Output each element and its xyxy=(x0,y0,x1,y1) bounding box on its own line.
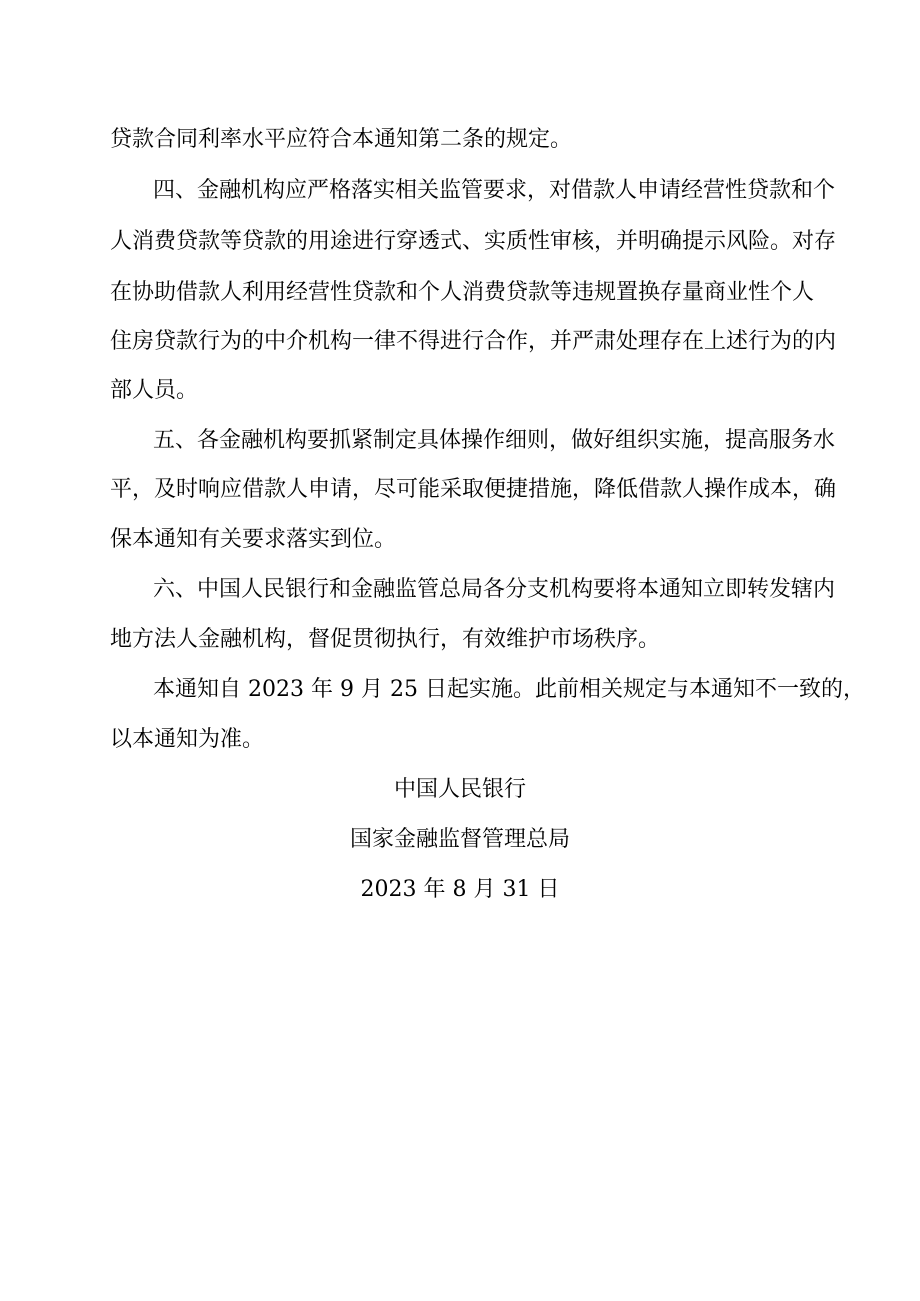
issuer-line-1: 中国人民银行 xyxy=(393,777,526,802)
paragraph-4-line-2: 人消费贷款等贷款的用途进行穿透式、实质性审核，并明确提示风险。对存 xyxy=(110,229,837,254)
paragraph-6-line-2: 地方法人金融机构，督促贯彻执行，有效维护市场秩序。 xyxy=(110,627,661,652)
paragraph-4-line-4: 住房贷款行为的中介机构一律不得进行合作，并严肃处理存在上述行为的内 xyxy=(110,329,837,354)
paragraph-5-line-2: 平，及时响应借款人申请，尽可能采取便捷措施，降低借款人操作成本，确 xyxy=(110,477,837,502)
paragraph-4-line-3: 在协助借款人利用经营性贷款和个人消费贷款等违规置换存量商业性个人 xyxy=(110,280,815,305)
paragraph-5-line-1: 五、各金融机构要抓紧制定具体操作细则，做好组织实施，提高服务水 xyxy=(153,428,836,453)
paragraph-7-line-1: 本通知自 2023 年 9 月 25 日起实施。此前相关规定与本通知不一致的， xyxy=(153,677,865,702)
paragraph-4-line-1: 四、金融机构应严格落实相关监管要求，对借款人申请经营性贷款和个 xyxy=(153,178,836,203)
issuer-line-2: 国家金融监督管理总局 xyxy=(349,827,570,852)
paragraph-7-line-2: 以本通知为准。 xyxy=(110,727,265,752)
paragraph-4-line-5: 部人员。 xyxy=(110,378,199,403)
paragraph-6-line-1: 六、中国人民银行和金融监管总局各分支机构要将本通知立即转发辖内 xyxy=(153,577,836,602)
issue-date: 2023 年 8 月 31 日 xyxy=(360,877,560,902)
paragraph-5-line-3: 保本通知有关要求落实到位。 xyxy=(110,527,397,552)
paragraph-3-tail-line: 贷款合同利率水平应符合本通知第二条的规定。 xyxy=(110,127,573,152)
